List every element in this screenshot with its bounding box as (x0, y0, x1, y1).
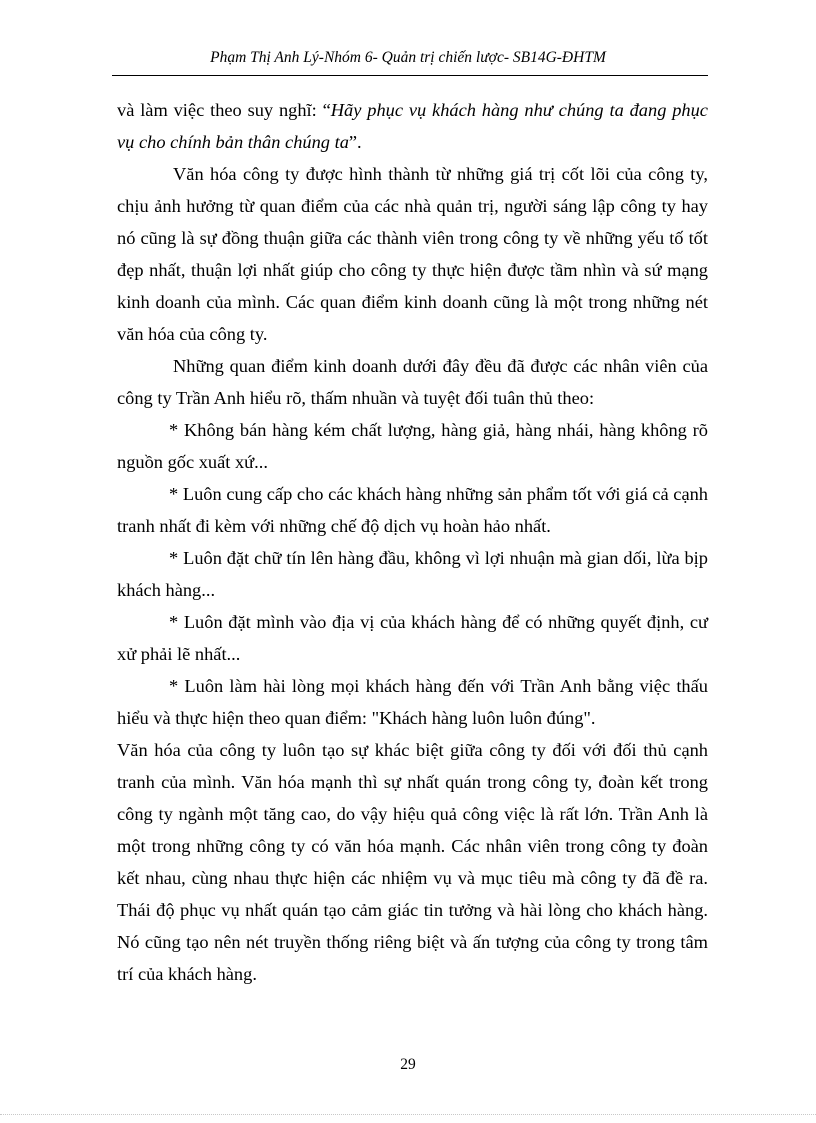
quote-text: Hãy phục vụ khách hàng như chúng ta đang phục vụ cho chính bản thân chúng ta (117, 100, 708, 152)
quote-close-text: ”. (348, 132, 362, 152)
paragraph-business-views: Những quan điểm kinh doanh dưới đây đều đã được các nhân viên của công ty Trần Anh hiểu rõ, thấm nhuần và tuyệt đối tuân thủ theo: (117, 356, 708, 408)
paragraph-culture-formation: Văn hóa công ty được hình thành từ những giá trị cốt lõi của công ty, chịu ảnh hưởng từ quan điểm của các nhà quản trị, người sáng lập công ty hay nó cũng là sự đồng thuận giữa các thành viên trong công ty về những yếu tố tốt đẹp nhất, thuận lợi nhất giúp cho công ty thực hiện được tầm nhìn và sứ mạng kinh doanh của mình. Các quan điểm kinh doanh cũng là một trong những nét văn hóa của công ty. (117, 164, 708, 344)
bullet-item-customer-view: * Luôn đặt mình vào địa vị của khách hàng để có những quyết định, cư xử phải lẽ nhất... (117, 612, 708, 664)
header-rule (112, 75, 708, 76)
page-header: Phạm Thị Anh Lý-Nhóm 6- Quản trị chiến lược- SB14G-ĐHTM (210, 49, 606, 66)
bullet-item-trust: * Luôn đặt chữ tín lên hàng đầu, không vì lợi nhuận mà gian dối, lừa bịp khách hàng... (117, 548, 708, 600)
paragraph-strong-culture: Văn hóa của công ty luôn tạo sự khác biệt giữa công ty đối với đối thủ cạnh tranh của mình. Văn hóa mạnh thì sự nhất quán trong công ty, đoàn kết trong công ty ngành một tăng cao, do vậy hiệu quả công việc là rất lớn. Trần Anh là một trong những công ty có văn hóa mạnh. Các nhân viên trong công ty đoàn kết nhau, cùng nhau thực hiện các nhiệm vụ và mục tiêu mà công ty đã đề ra. Thái độ phục vụ nhất quán tạo cảm giác tin tưởng và hài lòng cho khách hàng. Nó cũng tạo nên nét truyền thống riêng biệt và ấn tượng của công ty trong tâm trí của khách hàng. (117, 740, 708, 984)
paragraph-quote (117, 94, 708, 158)
bullet-item-quality: * Không bán hàng kém chất lượng, hàng giả, hàng nhái, hàng không rõ nguồn gốc xuất xứ... (117, 420, 708, 472)
page-number: 29 (400, 1056, 416, 1073)
footer-rule (0, 1114, 816, 1115)
bullet-item-satisfaction: * Luôn làm hài lòng mọi khách hàng đến với Trần Anh bằng việc thấu hiểu và thực hiện theo quan điểm: "Khách hàng luôn luôn đúng". (117, 676, 708, 728)
quote-lead-text: và làm việc theo suy nghĩ: “ (117, 100, 331, 120)
bullet-item-products: * Luôn cung cấp cho các khách hàng những sản phẩm tốt với giá cả cạnh tranh nhất đi kèm với những chế độ dịch vụ hoàn hảo nhất. (117, 484, 708, 536)
document-body (117, 94, 708, 990)
